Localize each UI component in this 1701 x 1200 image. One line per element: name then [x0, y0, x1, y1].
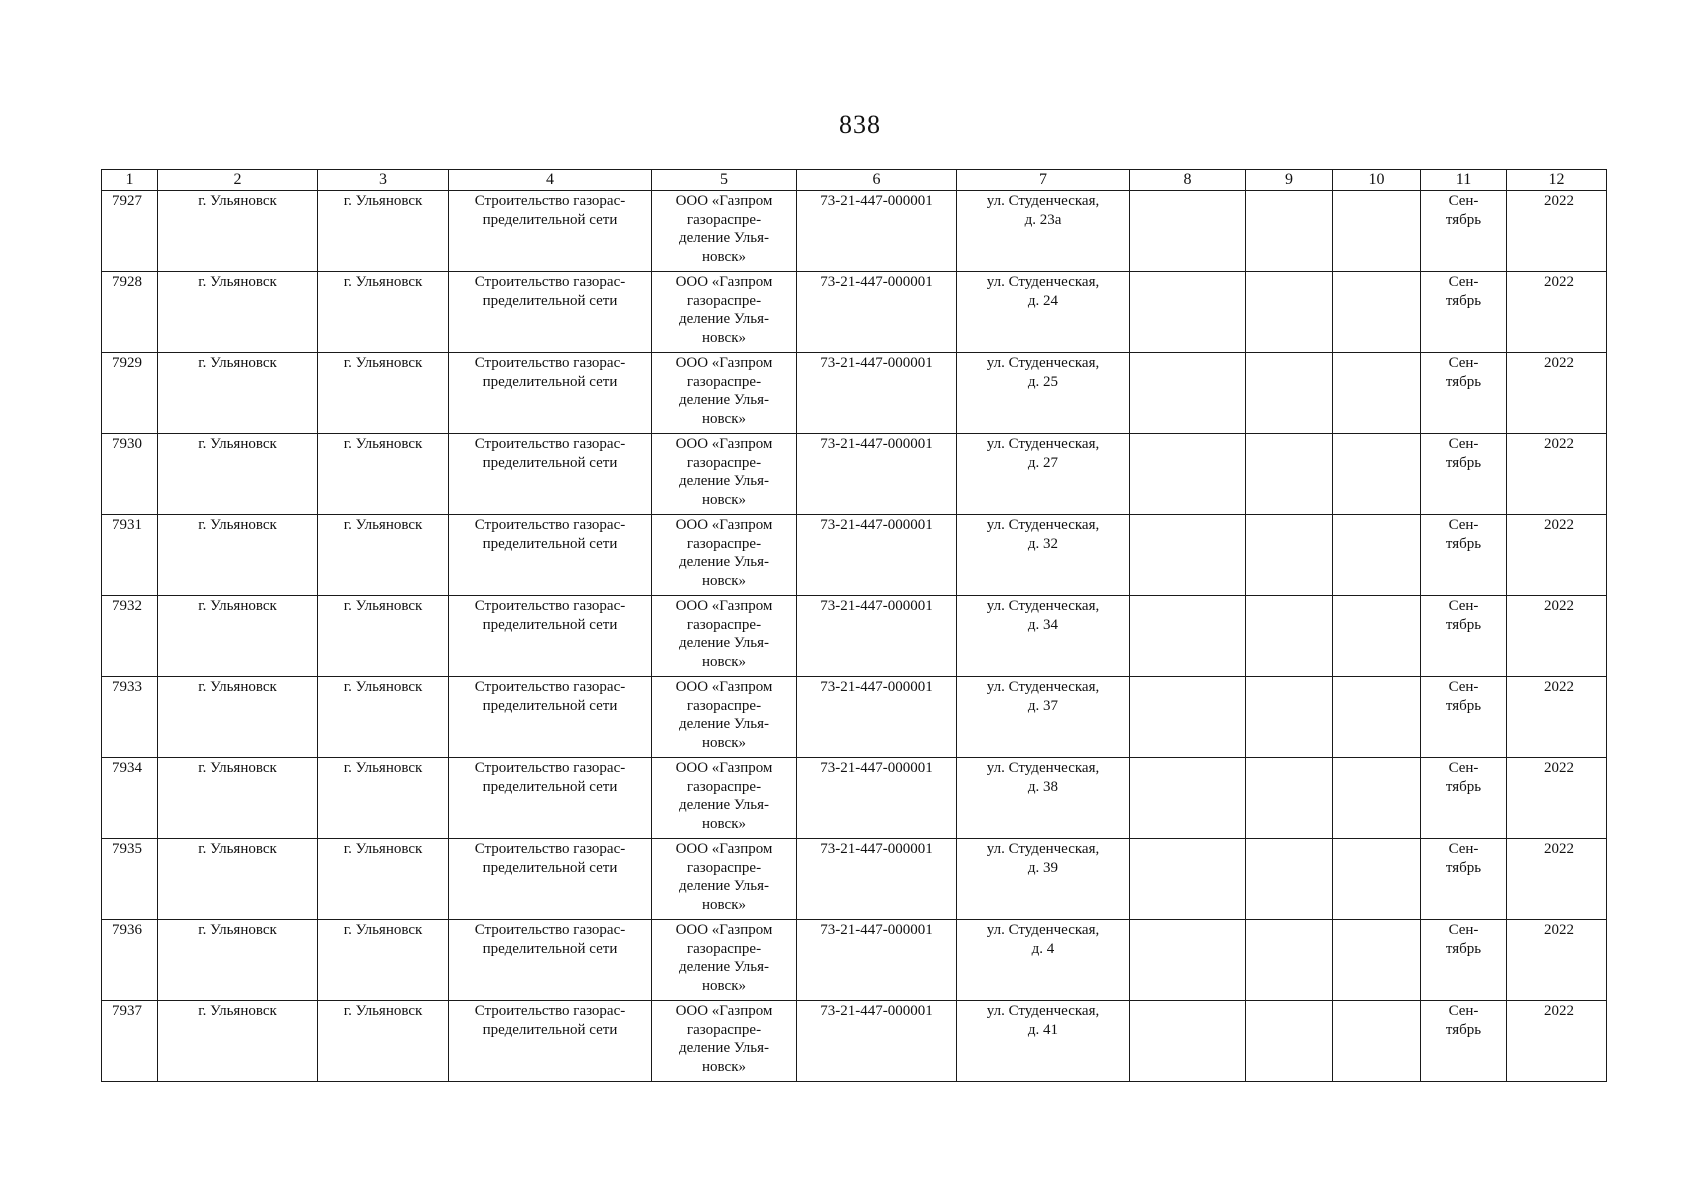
organization-cell-line: газораспре- — [686, 1021, 762, 1038]
column-header-10: 10 — [1333, 170, 1421, 191]
address-cell — [957, 920, 1130, 1001]
work-cell: Строительство газорас-пределительной сети — [449, 677, 652, 758]
work-cell: Строительство газорас-пределительной сети — [449, 920, 652, 1001]
address-cell — [957, 1001, 1130, 1082]
month-cell — [1421, 677, 1507, 758]
column-9-cell — [1246, 515, 1333, 596]
month-cell-line: Сен- — [1448, 436, 1479, 452]
code-cell: 73-21-447-000001 — [797, 272, 957, 353]
table-row — [102, 353, 1607, 434]
municipality-cell: г. Ульяновск — [318, 758, 449, 839]
column-9-cell — [1246, 434, 1333, 515]
year-cell: 2022 — [1507, 677, 1607, 758]
address-cell — [957, 353, 1130, 434]
organization-cell-line: новск» — [702, 410, 746, 427]
month-cell-line: Сен- — [1448, 355, 1479, 371]
work-cell: Строительство газорас-пределительной сети — [449, 434, 652, 515]
year-cell: 2022 — [1507, 272, 1607, 353]
address-cell-line: ул. Студенческая, — [986, 598, 1100, 614]
column-9-cell — [1246, 758, 1333, 839]
organization-cell — [652, 434, 797, 515]
address-cell-line: ул. Студенческая, — [986, 517, 1100, 533]
year-cell: 2022 — [1507, 1001, 1607, 1082]
organization-cell-line: ООО «Газпром — [675, 922, 773, 938]
work-cell: Строительство газорас-пределительной сети — [449, 839, 652, 920]
row-number: 7929 — [102, 353, 158, 434]
organization-cell-line: новск» — [702, 572, 746, 589]
organization-cell-line: деление Улья- — [678, 392, 770, 408]
organization-cell — [652, 353, 797, 434]
column-10-cell — [1333, 515, 1421, 596]
address-cell-line: ул. Студенческая, — [986, 355, 1100, 371]
settlement-cell: г. Ульяновск — [158, 515, 318, 596]
table-row — [102, 677, 1607, 758]
organization-cell — [652, 758, 797, 839]
month-cell-line: Сен- — [1448, 517, 1479, 533]
column-header-5: 5 — [652, 170, 797, 191]
settlement-cell: г. Ульяновск — [158, 353, 318, 434]
municipality-cell: г. Ульяновск — [318, 515, 449, 596]
settlement-cell: г. Ульяновск — [158, 272, 318, 353]
column-10-cell — [1333, 677, 1421, 758]
column-header-8: 8 — [1130, 170, 1246, 191]
organization-cell-line: газораспре- — [686, 697, 762, 714]
month-cell-line: Сен- — [1448, 922, 1479, 938]
year-cell: 2022 — [1507, 596, 1607, 677]
column-header-3: 3 — [318, 170, 449, 191]
code-cell: 73-21-447-000001 — [797, 677, 957, 758]
code-cell: 73-21-447-000001 — [797, 839, 957, 920]
address-cell-line: д. 25 — [1027, 373, 1059, 390]
municipality-cell: г. Ульяновск — [318, 839, 449, 920]
organization-cell — [652, 272, 797, 353]
organization-cell-line: ООО «Газпром — [675, 760, 773, 776]
table-row — [102, 1001, 1607, 1082]
organization-cell-line: ООО «Газпром — [675, 841, 773, 857]
organization-cell-line: газораспре- — [686, 940, 762, 957]
table-row — [102, 920, 1607, 1001]
municipality-cell: г. Ульяновск — [318, 596, 449, 677]
column-10-cell — [1333, 596, 1421, 677]
address-cell-line: д. 24 — [1027, 292, 1059, 309]
organization-cell — [652, 920, 797, 1001]
month-cell-line: тябрь — [1445, 373, 1482, 390]
month-cell — [1421, 596, 1507, 677]
column-header-12: 12 — [1507, 170, 1607, 191]
organization-cell-line: газораспре- — [686, 859, 762, 876]
organization-cell-line: газораспре- — [686, 778, 762, 795]
settlement-cell: г. Ульяновск — [158, 1001, 318, 1082]
year-cell: 2022 — [1507, 839, 1607, 920]
code-cell: 73-21-447-000001 — [797, 353, 957, 434]
row-number: 7927 — [102, 191, 158, 272]
address-cell — [957, 596, 1130, 677]
month-cell-line: тябрь — [1445, 859, 1482, 876]
settlement-cell: г. Ульяновск — [158, 839, 318, 920]
year-cell: 2022 — [1507, 758, 1607, 839]
address-cell-line: д. 39 — [1027, 859, 1059, 876]
month-cell-line: тябрь — [1445, 940, 1482, 957]
month-cell — [1421, 353, 1507, 434]
organization-cell-line: газораспре- — [686, 454, 762, 471]
month-cell-line: Сен- — [1448, 274, 1479, 290]
organization-cell-line: ООО «Газпром — [675, 517, 773, 533]
address-cell-line: ул. Студенческая, — [986, 922, 1100, 938]
address-cell-line: д. 27 — [1027, 454, 1059, 471]
address-cell — [957, 839, 1130, 920]
month-cell-line: Сен- — [1448, 841, 1479, 857]
column-10-cell — [1333, 434, 1421, 515]
organization-cell-line: газораспре- — [686, 535, 762, 552]
organization-cell-line: ООО «Газпром — [675, 1003, 773, 1019]
settlement-cell: г. Ульяновск — [158, 758, 318, 839]
organization-cell-line: ООО «Газпром — [675, 436, 773, 452]
organization-cell-line: новск» — [702, 329, 746, 346]
year-cell: 2022 — [1507, 353, 1607, 434]
municipality-cell: г. Ульяновск — [318, 353, 449, 434]
address-cell-line: д. 32 — [1027, 535, 1059, 552]
month-cell — [1421, 434, 1507, 515]
organization-cell-line: деление Улья- — [678, 959, 770, 975]
work-cell: Строительство газорас-пределительной сети — [449, 515, 652, 596]
organization-cell-line: деление Улья- — [678, 878, 770, 894]
header-row — [102, 170, 1607, 191]
organization-cell-line: газораспре- — [686, 373, 762, 390]
month-cell-line: тябрь — [1445, 1021, 1482, 1038]
column-header-11: 11 — [1421, 170, 1507, 191]
organization-cell-line: газораспре- — [686, 211, 762, 228]
address-cell-line: ул. Студенческая, — [986, 1003, 1100, 1019]
month-cell — [1421, 191, 1507, 272]
row-number: 7936 — [102, 920, 158, 1001]
year-cell: 2022 — [1507, 920, 1607, 1001]
column-9-cell — [1246, 1001, 1333, 1082]
month-cell-line: тябрь — [1445, 616, 1482, 633]
organization-cell — [652, 191, 797, 272]
row-number: 7935 — [102, 839, 158, 920]
month-cell — [1421, 272, 1507, 353]
address-cell-line: ул. Студенческая, — [986, 841, 1100, 857]
organization-cell — [652, 677, 797, 758]
column-8-cell — [1130, 758, 1246, 839]
month-cell — [1421, 920, 1507, 1001]
column-10-cell — [1333, 353, 1421, 434]
year-cell: 2022 — [1507, 191, 1607, 272]
column-8-cell — [1130, 839, 1246, 920]
column-header-4: 4 — [449, 170, 652, 191]
column-8-cell — [1130, 677, 1246, 758]
column-9-cell — [1246, 677, 1333, 758]
municipality-cell: г. Ульяновск — [318, 677, 449, 758]
organization-cell-line: новск» — [702, 815, 746, 832]
row-number: 7931 — [102, 515, 158, 596]
organization-cell-line: деление Улья- — [678, 797, 770, 813]
month-cell-line: тябрь — [1445, 292, 1482, 309]
organization-cell — [652, 839, 797, 920]
address-cell-line: д. 41 — [1027, 1021, 1059, 1038]
code-cell: 73-21-447-000001 — [797, 515, 957, 596]
column-9-cell — [1246, 596, 1333, 677]
month-cell-line: тябрь — [1445, 778, 1482, 795]
page-number: 838 — [839, 110, 881, 139]
column-9-cell — [1246, 191, 1333, 272]
organization-cell-line: газораспре- — [686, 616, 762, 633]
column-10-cell — [1333, 920, 1421, 1001]
month-cell-line: Сен- — [1448, 679, 1479, 695]
work-cell: Строительство газорас-пределительной сети — [449, 1001, 652, 1082]
table-row — [102, 272, 1607, 353]
row-number: 7928 — [102, 272, 158, 353]
table-body — [102, 191, 1607, 1082]
address-cell-line: д. 23а — [1024, 211, 1062, 228]
month-cell — [1421, 839, 1507, 920]
organization-cell-line: деление Улья- — [678, 311, 770, 327]
work-cell: Строительство газорас-пределительной сети — [449, 191, 652, 272]
code-cell: 73-21-447-000001 — [797, 191, 957, 272]
month-cell-line: Сен- — [1448, 1003, 1479, 1019]
column-header-7: 7 — [957, 170, 1130, 191]
address-cell-line: ул. Студенческая, — [986, 436, 1100, 452]
column-9-cell — [1246, 839, 1333, 920]
address-cell-line: ул. Студенческая, — [986, 193, 1100, 209]
address-cell-line: д. 4 — [1031, 940, 1055, 957]
organization-cell-line: ООО «Газпром — [675, 679, 773, 695]
organization-cell-line: ООО «Газпром — [675, 355, 773, 371]
column-8-cell — [1130, 515, 1246, 596]
organization-cell-line: деление Улья- — [678, 230, 770, 246]
municipality-cell: г. Ульяновск — [318, 920, 449, 1001]
organization-cell-line: новск» — [702, 491, 746, 508]
organization-cell-line: газораспре- — [686, 292, 762, 309]
column-header-1: 1 — [102, 170, 158, 191]
code-cell: 73-21-447-000001 — [797, 1001, 957, 1082]
month-cell-line: Сен- — [1448, 193, 1479, 209]
organization-cell-line: ООО «Газпром — [675, 274, 773, 290]
month-cell-line: Сен- — [1448, 598, 1479, 614]
column-8-cell — [1130, 434, 1246, 515]
row-number: 7933 — [102, 677, 158, 758]
table-row — [102, 515, 1607, 596]
code-cell: 73-21-447-000001 — [797, 596, 957, 677]
table-row — [102, 434, 1607, 515]
organization-cell-line: деление Улья- — [678, 473, 770, 489]
address-cell — [957, 677, 1130, 758]
organization-cell-line: новск» — [702, 653, 746, 670]
address-cell-line: ул. Студенческая, — [986, 760, 1100, 776]
year-cell: 2022 — [1507, 515, 1607, 596]
organization-cell-line: ООО «Газпром — [675, 193, 773, 209]
table-row — [102, 191, 1607, 272]
table-row — [102, 758, 1607, 839]
column-10-cell — [1333, 272, 1421, 353]
column-10-cell — [1333, 839, 1421, 920]
month-cell — [1421, 515, 1507, 596]
row-number: 7932 — [102, 596, 158, 677]
settlement-cell: г. Ульяновск — [158, 191, 318, 272]
month-cell — [1421, 758, 1507, 839]
municipality-cell: г. Ульяновск — [318, 1001, 449, 1082]
month-cell-line: тябрь — [1445, 535, 1482, 552]
register-table — [101, 169, 1607, 1082]
column-10-cell — [1333, 1001, 1421, 1082]
column-8-cell — [1130, 353, 1246, 434]
municipality-cell: г. Ульяновск — [318, 272, 449, 353]
month-cell-line: тябрь — [1445, 454, 1482, 471]
table-header — [102, 170, 1607, 191]
settlement-cell: г. Ульяновск — [158, 434, 318, 515]
settlement-cell: г. Ульяновск — [158, 596, 318, 677]
organization-cell-line: деление Улья- — [678, 1040, 770, 1056]
column-header-6: 6 — [797, 170, 957, 191]
column-8-cell — [1130, 596, 1246, 677]
row-number: 7934 — [102, 758, 158, 839]
column-header-2: 2 — [158, 170, 318, 191]
address-cell — [957, 434, 1130, 515]
organization-cell — [652, 1001, 797, 1082]
work-cell: Строительство газорас-пределительной сети — [449, 758, 652, 839]
year-cell: 2022 — [1507, 434, 1607, 515]
organization-cell-line: новск» — [702, 734, 746, 751]
municipality-cell: г. Ульяновск — [318, 434, 449, 515]
work-cell: Строительство газорас-пределительной сети — [449, 272, 652, 353]
table-row — [102, 839, 1607, 920]
work-cell: Строительство газорас-пределительной сети — [449, 353, 652, 434]
organization-cell-line: новск» — [702, 248, 746, 265]
month-cell-line: Сен- — [1448, 760, 1479, 776]
address-cell-line: д. 38 — [1027, 778, 1059, 795]
column-9-cell — [1246, 353, 1333, 434]
address-cell-line: ул. Студенческая, — [986, 274, 1100, 290]
settlement-cell: г. Ульяновск — [158, 677, 318, 758]
row-number: 7937 — [102, 1001, 158, 1082]
code-cell: 73-21-447-000001 — [797, 758, 957, 839]
municipality-cell: г. Ульяновск — [318, 191, 449, 272]
row-number: 7930 — [102, 434, 158, 515]
column-8-cell — [1130, 1001, 1246, 1082]
code-cell: 73-21-447-000001 — [797, 434, 957, 515]
work-cell: Строительство газорас-пределительной сети — [449, 596, 652, 677]
address-cell-line: ул. Студенческая, — [986, 679, 1100, 695]
table-row — [102, 596, 1607, 677]
organization-cell-line: деление Улья- — [678, 716, 770, 732]
address-cell — [957, 191, 1130, 272]
column-header-9: 9 — [1246, 170, 1333, 191]
organization-cell-line: ООО «Газпром — [675, 598, 773, 614]
address-cell-line: д. 37 — [1027, 697, 1059, 714]
organization-cell-line: деление Улья- — [678, 554, 770, 570]
column-10-cell — [1333, 758, 1421, 839]
organization-cell — [652, 596, 797, 677]
column-8-cell — [1130, 272, 1246, 353]
settlement-cell: г. Ульяновск — [158, 920, 318, 1001]
organization-cell-line: новск» — [702, 1058, 746, 1075]
organization-cell-line: деление Улья- — [678, 635, 770, 651]
month-cell-line: тябрь — [1445, 211, 1482, 228]
code-cell: 73-21-447-000001 — [797, 920, 957, 1001]
address-cell — [957, 758, 1130, 839]
organization-cell-line: новск» — [702, 977, 746, 994]
address-cell — [957, 272, 1130, 353]
column-9-cell — [1246, 920, 1333, 1001]
address-cell-line: д. 34 — [1027, 616, 1059, 633]
column-8-cell — [1130, 191, 1246, 272]
address-cell — [957, 515, 1130, 596]
organization-cell — [652, 515, 797, 596]
month-cell-line: тябрь — [1445, 697, 1482, 714]
column-8-cell — [1130, 920, 1246, 1001]
column-9-cell — [1246, 272, 1333, 353]
organization-cell-line: новск» — [702, 896, 746, 913]
month-cell — [1421, 1001, 1507, 1082]
column-10-cell — [1333, 191, 1421, 272]
